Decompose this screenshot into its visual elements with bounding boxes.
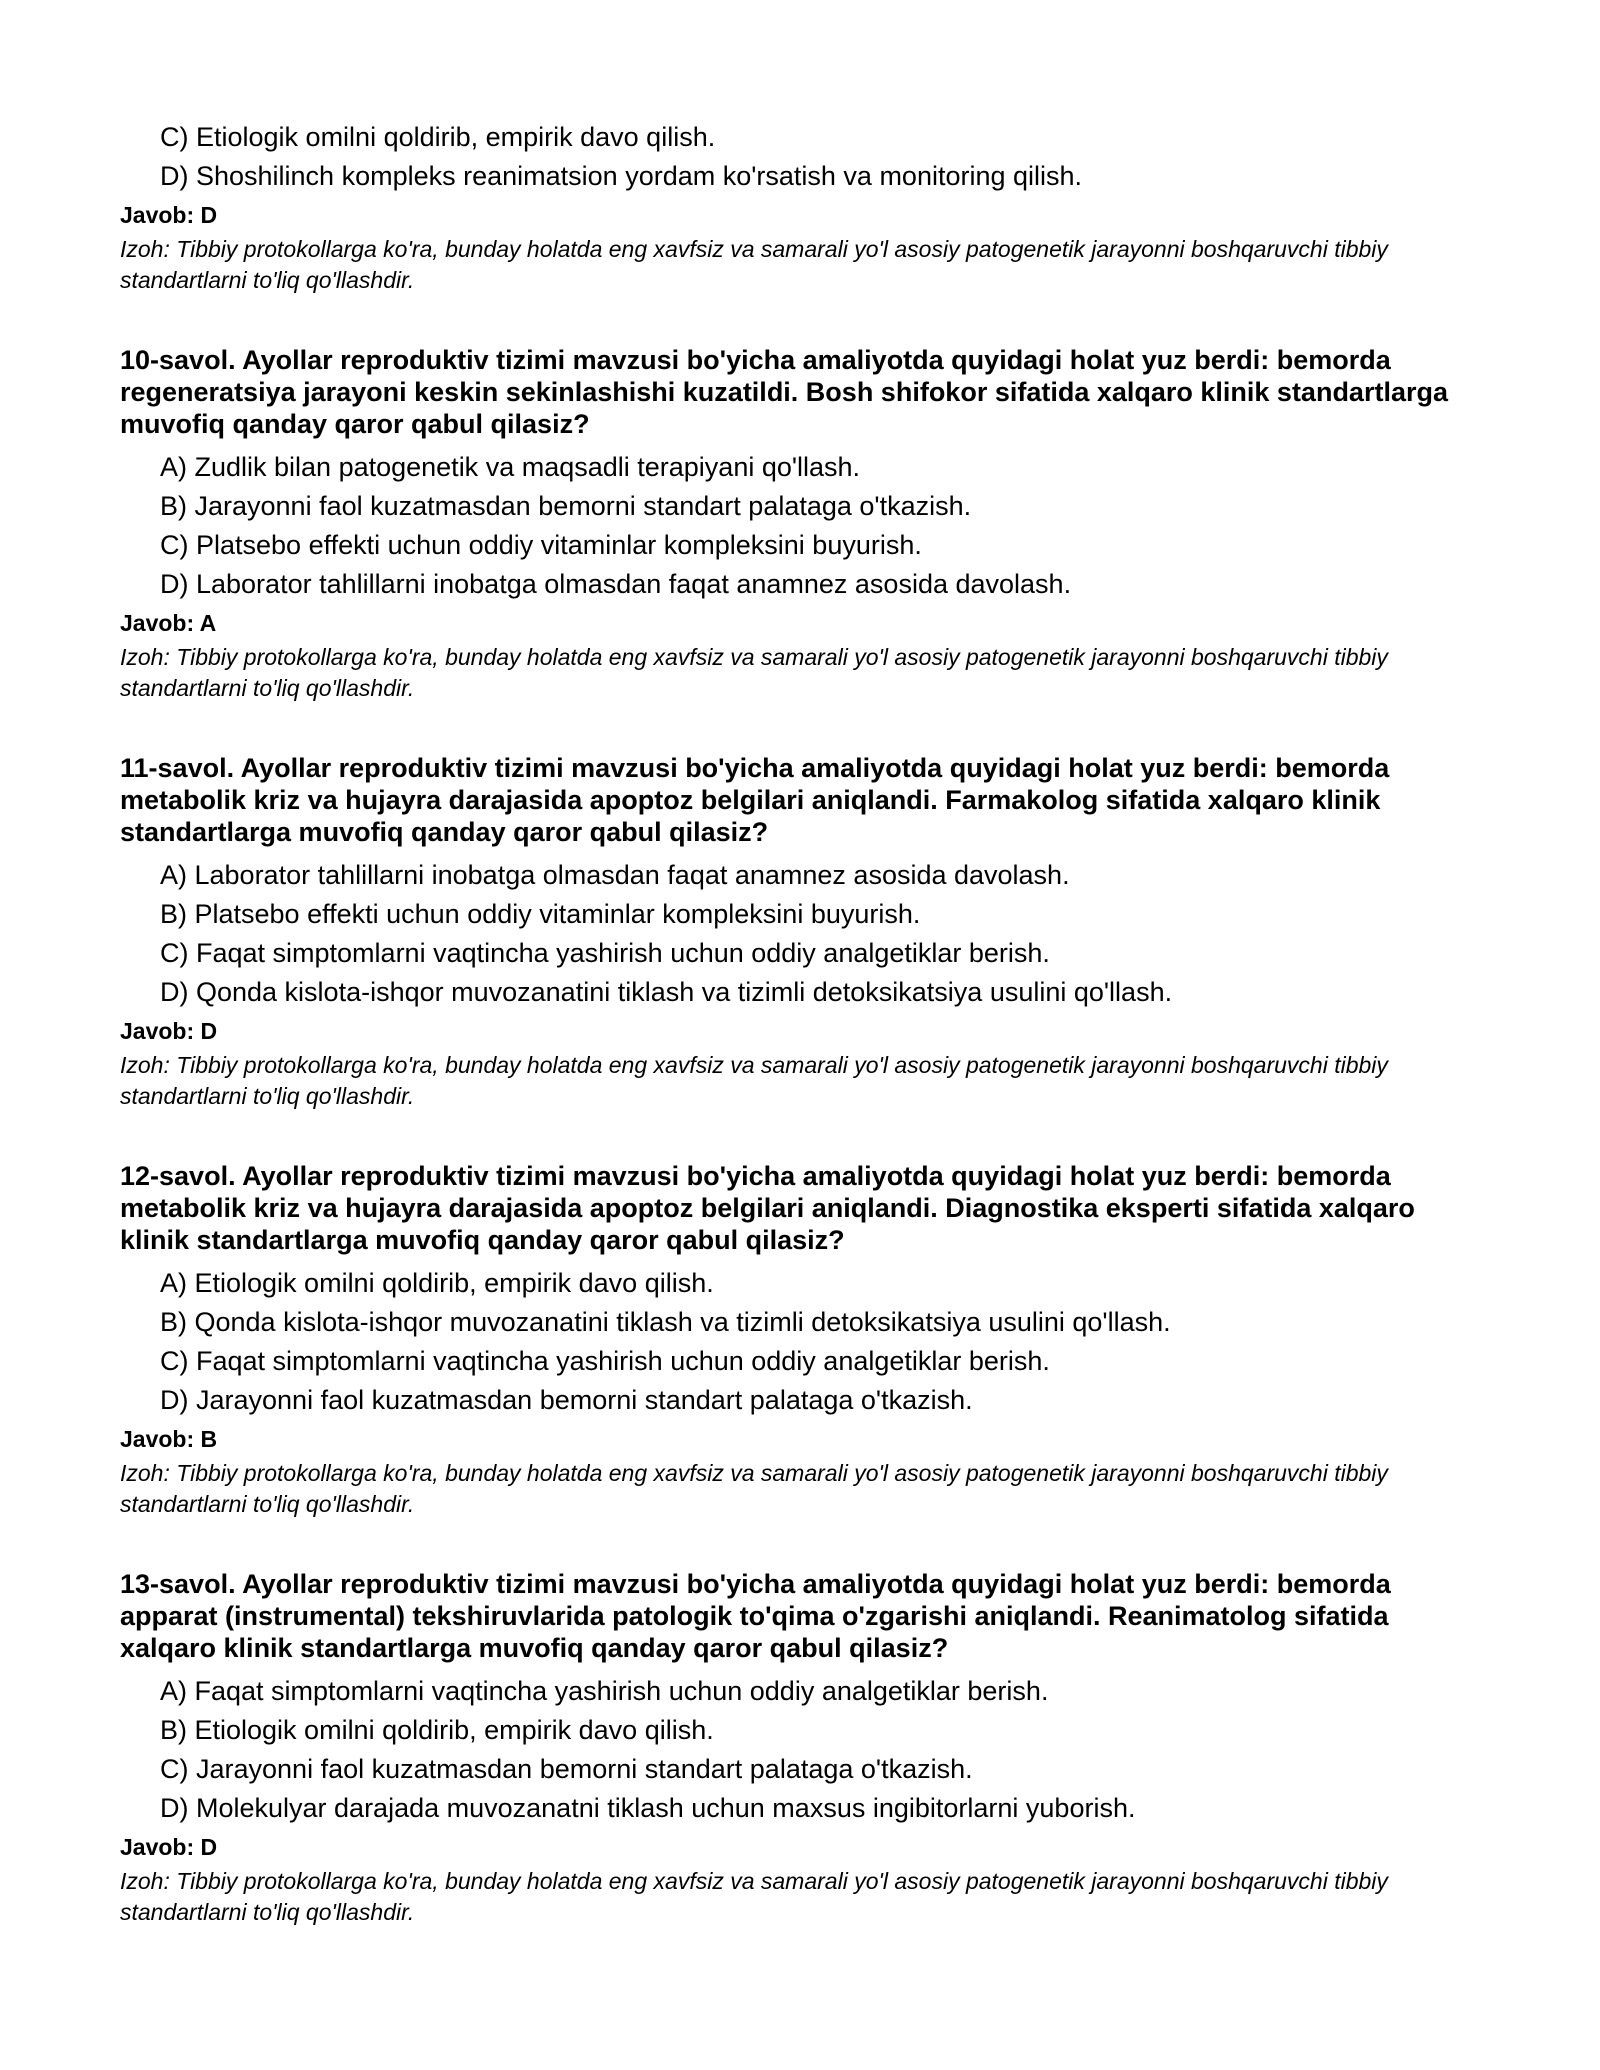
option-d: D) Molekulyar darajada muvozanatni tiklash uchun maxsus ingibitorlarni yuborish. bbox=[160, 1793, 1136, 1823]
option-d: D) Laborator tahlillarni inobatga olmasdan faqat anamnez asosida davolash. bbox=[160, 569, 1072, 599]
option-b: B) Jarayonni faol kuzatmasdan bemorni standart palataga o'tkazish. bbox=[160, 491, 972, 521]
option-a: A) Faqat simptomlarni vaqtincha yashirish uchun oddiy analgetiklar berish. bbox=[160, 1676, 1049, 1706]
option-a: A) Laborator tahlillarni inobatga olmasdan faqat anamnez asosida davolash. bbox=[160, 860, 1070, 890]
option-list bbox=[120, 118, 1490, 196]
option-b: B) Qonda kislota-ishqor muvozanatini tiklash va tizimli detoksikatsiya usulini qo'llash. bbox=[160, 1307, 1171, 1337]
answer-label: Javob: D bbox=[120, 1834, 218, 1860]
option-a: A) Zudlik bilan patogenetik va maqsadli terapiyani qo'llash. bbox=[160, 452, 861, 482]
option-list bbox=[120, 448, 1490, 604]
question-title: 13-savol. Ayollar reproduktiv tizimi mavzusi bo'yicha amaliyotda quyidagi holat yuz berdi: bemorda apparat (instrumental) tekshiruvlarida patologik to'qima o'zgarishi aniqlandi. Reanimatolog sifatida xalqaro klinik standartlarga muvofiq qanday qaror qabul qilasiz? bbox=[120, 1569, 1391, 1663]
option-c: C) Platsebo effekti uchun oddiy vitaminlar kompleksini buyurish. bbox=[160, 530, 922, 560]
document-page bbox=[120, 118, 1490, 1928]
explanation-note: Izoh: Tibbiy protokollarga ko'ra, bunday holatda eng xavfsiz va samarali yo'l asosiy patogenetik jarayonni boshqaruvchi tibbiy standartlarni to'liq qo'llashdir. bbox=[120, 1868, 1388, 1925]
option-list bbox=[120, 1264, 1490, 1420]
explanation-note: Izoh: Tibbiy protokollarga ko'ra, bunday holatda eng xavfsiz va samarali yo'l asosiy patogenetik jarayonni boshqaruvchi tibbiy standartlarni to'liq qo'llashdir. bbox=[120, 644, 1388, 701]
option-d: D) Shoshilinch kompleks reanimatsion yordam ko'rsatish va monitoring qilish. bbox=[160, 161, 1083, 191]
question-10 bbox=[120, 344, 1490, 704]
option-d: D) Qonda kislota-ishqor muvozanatini tiklash va tizimli detoksikatsiya usulini qo'llash. bbox=[160, 977, 1173, 1007]
option-b: B) Etiologik omilni qoldirib, empirik davo qilish. bbox=[160, 1715, 714, 1745]
question-title: 11-savol. Ayollar reproduktiv tizimi mavzusi bo'yicha amaliyotda quyidagi holat yuz berdi: bemorda metabolik kriz va hujayra darajasida apoptoz belgilari aniqlandi. Farmakolog sifatida xalqaro klinik standartlarga muvofiq qanday qaror qabul qilasiz? bbox=[120, 753, 1390, 847]
answer-label: Javob: D bbox=[120, 1018, 218, 1044]
option-c: C) Jarayonni faol kuzatmasdan bemorni standart palataga o'tkazish. bbox=[160, 1754, 973, 1784]
option-list bbox=[120, 856, 1490, 1012]
option-a: A) Etiologik omilni qoldirib, empirik davo qilish. bbox=[160, 1268, 714, 1298]
explanation-note: Izoh: Tibbiy protokollarga ko'ra, bunday holatda eng xavfsiz va samarali yo'l asosiy patogenetik jarayonni boshqaruvchi tibbiy standartlarni to'liq qo'llashdir. bbox=[120, 1052, 1388, 1109]
explanation-note: Izoh: Tibbiy protokollarga ko'ra, bunday holatda eng xavfsiz va samarali yo'l asosiy patogenetik jarayonni boshqaruvchi tibbiy standartlarni to'liq qo'llashdir. bbox=[120, 236, 1388, 293]
option-c: C) Etiologik omilni qoldirib, empirik davo qilish. bbox=[160, 122, 716, 152]
option-b: B) Platsebo effekti uchun oddiy vitaminlar kompleksini buyurish. bbox=[160, 899, 921, 929]
option-list bbox=[120, 1672, 1490, 1828]
option-c: C) Faqat simptomlarni vaqtincha yashirish uchun oddiy analgetiklar berish. bbox=[160, 938, 1050, 968]
answer-label: Javob: A bbox=[120, 610, 217, 636]
question-12 bbox=[120, 1160, 1490, 1520]
option-d: D) Jarayonni faol kuzatmasdan bemorni standart palataga o'tkazish. bbox=[160, 1385, 973, 1415]
explanation-note: Izoh: Tibbiy protokollarga ko'ra, bunday holatda eng xavfsiz va samarali yo'l asosiy patogenetik jarayonni boshqaruvchi tibbiy standartlarni to'liq qo'llashdir. bbox=[120, 1460, 1388, 1517]
option-c: C) Faqat simptomlarni vaqtincha yashirish uchun oddiy analgetiklar berish. bbox=[160, 1346, 1050, 1376]
question-11 bbox=[120, 752, 1490, 1112]
question-13 bbox=[120, 1568, 1490, 1928]
answer-label: Javob: B bbox=[120, 1426, 218, 1452]
question-title: 12-savol. Ayollar reproduktiv tizimi mavzusi bo'yicha amaliyotda quyidagi holat yuz berdi: bemorda metabolik kriz va hujayra darajasida apoptoz belgilari aniqlandi. Diagnostika eksperti sifatida xalqaro klinik standartlarga muvofiq qanday qaror qabul qilasiz? bbox=[120, 1161, 1415, 1255]
answer-label: Javob: D bbox=[120, 202, 218, 228]
question-title: 10-savol. Ayollar reproduktiv tizimi mavzusi bo'yicha amaliyotda quyidagi holat yuz berdi: bemorda regeneratsiya jarayoni keskin sekinlashishi kuzatildi. Bosh shifokor sifatida xalqaro klinik standartlarga muvofiq qanday qaror qabul qilasiz? bbox=[120, 345, 1448, 439]
partial-question bbox=[120, 118, 1490, 296]
